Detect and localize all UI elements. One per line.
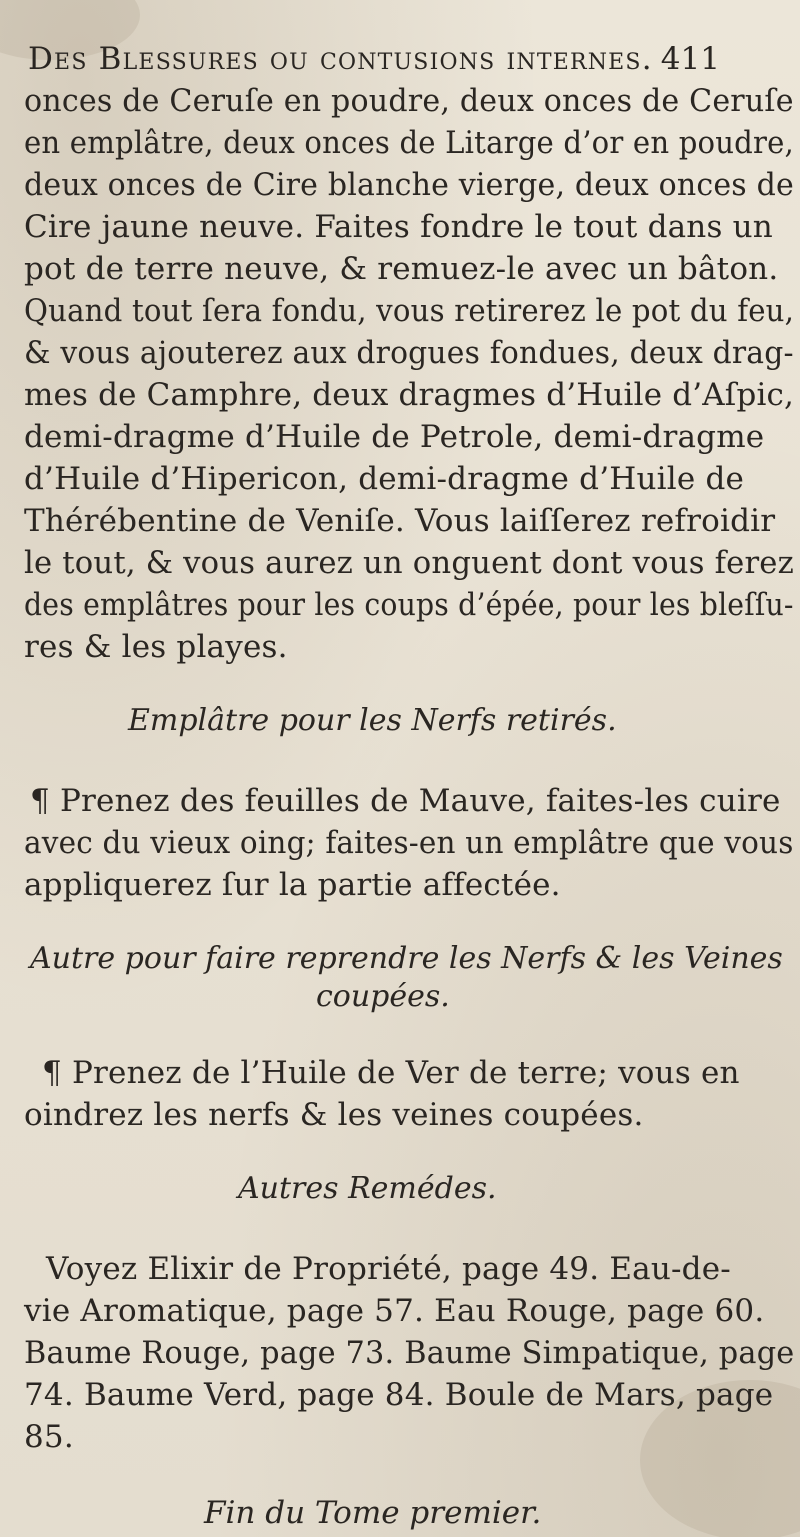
paragraph-line: oindrez les nerfs & les veines coupées. xyxy=(24,1097,644,1133)
paragraph-line: demi-dragme d’Huile de Petrole, demi-dragme xyxy=(24,419,765,455)
section-title: coupées. xyxy=(316,979,450,1014)
section-title: Emplâtre pour les Nerfs retirés. xyxy=(128,703,617,738)
paragraph-line: deux onces de Cire blanche vierge, deux onces de xyxy=(24,167,794,203)
paragraph-line: ¶ Prenez de l’Huile de Ver de terre; vous en xyxy=(42,1055,740,1091)
paragraph-line: Baume Rouge, page 73. Baume Simpatique, page xyxy=(24,1335,795,1371)
paragraph-line: des emplâtres pour les coups d’épée, pour les bleſſu- xyxy=(24,587,794,623)
paragraph-line: Quand tout ſera fondu, vous retirerez le pot du feu, xyxy=(24,293,795,329)
end-of-volume: Fin du Tome premier. xyxy=(204,1495,542,1531)
paragraph-line: en emplâtre, deux onces de Litarge d’or en poudre, xyxy=(24,125,794,161)
paragraph-line: mes de Camphre, deux dragmes d’Huile d’Aſpic, xyxy=(24,377,795,413)
paragraph-line: appliquerez ſur la partie affectée. xyxy=(24,867,561,903)
section-title: Autres Remédes. xyxy=(238,1171,497,1206)
paragraph-line: Cire jaune neuve. Faites fondre le tout dans un xyxy=(24,209,773,245)
paragraph-line: vie Aromatique, page 57. Eau Rouge, page 60. xyxy=(24,1293,765,1329)
paragraph-line: le tout, & vous aurez un onguent dont vous ferez xyxy=(24,545,794,581)
page-number: 411 xyxy=(660,41,720,77)
paragraph-line: d’Huile d’Hipericon, demi-dragme d’Huile de xyxy=(24,461,745,497)
paragraph-line: Thérébentine de Veniſe. Vous laiſſerez refroidir xyxy=(24,503,776,539)
section-title: Autre pour faire reprendre les Nerfs & les Veines xyxy=(30,941,783,976)
paragraph-line: Voyez Elixir de Propriété, page 49. Eau-de- xyxy=(46,1251,731,1287)
running-header xyxy=(28,41,720,77)
paragraph-line: pot de terre neuve, & remuez-le avec un bâton. xyxy=(24,251,779,287)
paragraph-line: res & les playes. xyxy=(24,629,288,665)
paragraph-line: ¶ Prenez des feuilles de Mauve, faites-les cuire xyxy=(30,783,781,819)
running-title: Des Blessures ou contusions internes. xyxy=(28,41,653,77)
paragraph-line: 85. xyxy=(24,1419,74,1455)
paragraph-line: & vous ajouterez aux drogues fondues, deux drag- xyxy=(24,335,794,371)
paragraph-line: 74. Baume Verd, page 84. Boule de Mars, page xyxy=(24,1377,774,1413)
paragraph-line: avec du vieux oing; faites-en un emplâtre que vous xyxy=(24,825,794,861)
paragraph-line: onces de Ceruſe en poudre, deux onces de Ceruſe xyxy=(24,83,794,119)
